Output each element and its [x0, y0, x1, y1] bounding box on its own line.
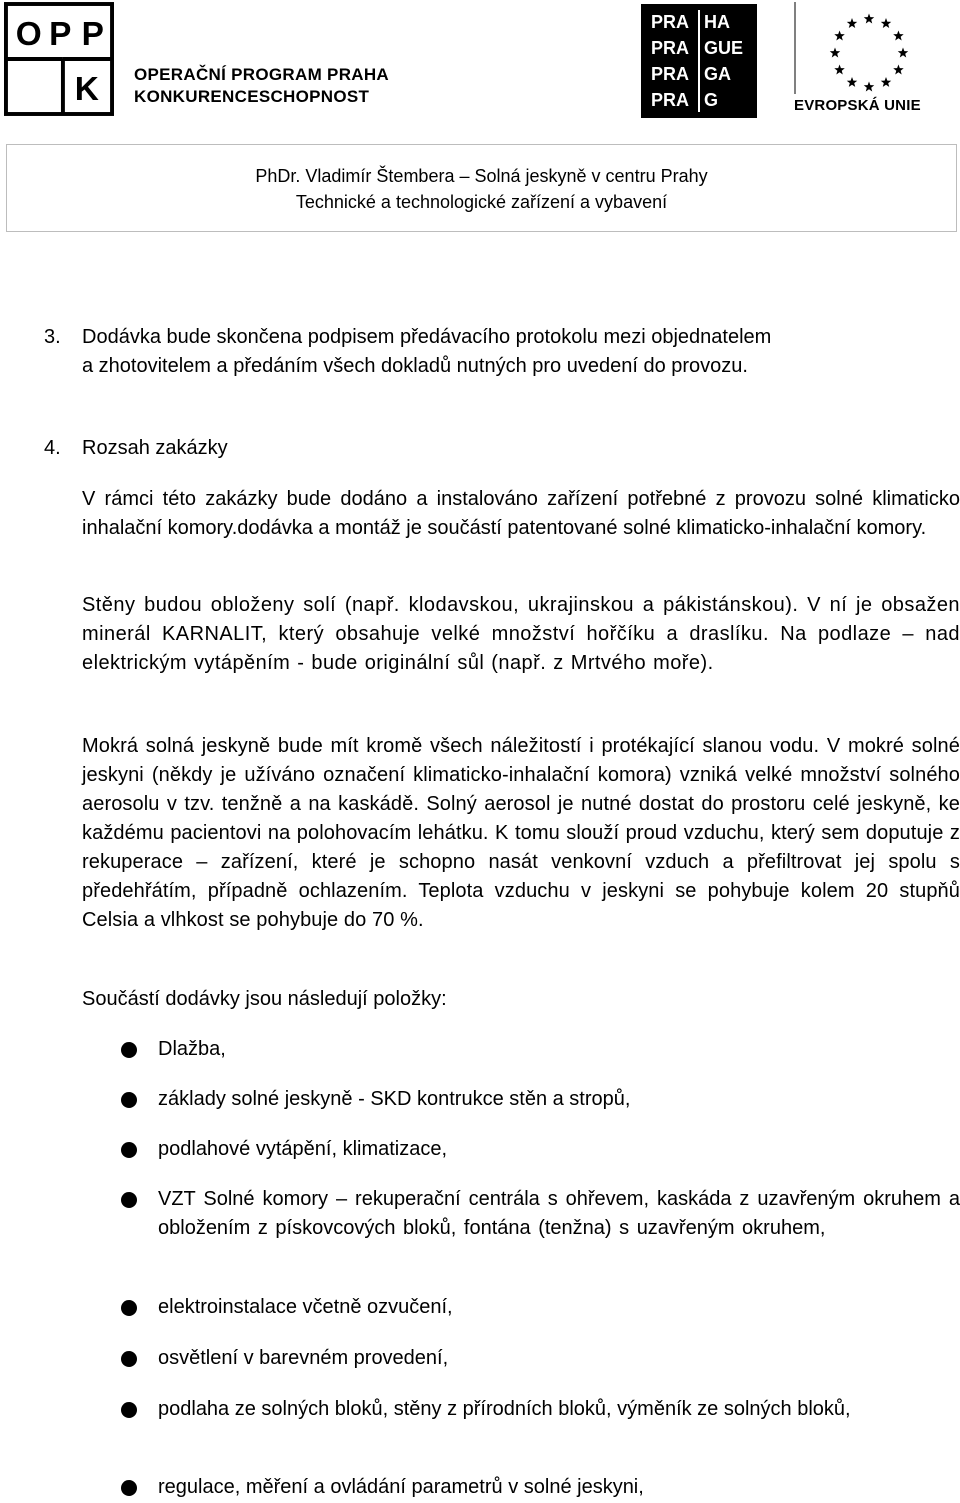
list-bullet-icon — [121, 1480, 137, 1496]
eu-star-icon — [864, 14, 874, 24]
eu-star-icon — [898, 48, 908, 58]
praha-logo — [641, 4, 757, 118]
item-3-number: 3. — [44, 326, 61, 348]
list-bullet-icon — [121, 1042, 137, 1058]
opp-logo — [4, 2, 424, 120]
eu-stars-icon — [824, 8, 914, 98]
walls-paragraph: Stěny budou obloženy solí (např. klodavskou, ukrajinskou a pákistánskou). V ní je obsažen minerál KARNALIT, který obsahuje velké množství hořčíku a draslíku. Na podlaze – nad elektrickým vytápěním - bude originální sůl (např. z Mrtvého moře). — [82, 594, 960, 674]
opp-letter-k: K — [74, 71, 99, 109]
praha-logo-row2-right: GUE — [704, 38, 744, 58]
list-item: elektroinstalace včetně ozvučení, — [158, 1296, 453, 1318]
list-item: osvětlení v barevném provedení, — [158, 1347, 449, 1369]
list-bullet-icon — [121, 1300, 137, 1316]
eu-logo — [794, 2, 960, 120]
eu-star-icon — [893, 31, 903, 41]
item-3-line2: a zhotovitelem a předáním všech dokladů nutných pro uvedení do provozu. — [82, 355, 748, 377]
item-4-number: 4. — [44, 437, 61, 459]
praha-logo-row2-left: PRA — [651, 38, 690, 58]
opp-logo-mark — [4, 2, 114, 116]
eu-star-icon — [834, 31, 844, 41]
opp-program-line1: OPERAČNÍ PROGRAM PRAHA — [134, 65, 390, 84]
document-header-box — [6, 144, 957, 232]
list-bullet-icon — [121, 1402, 137, 1418]
list-bullet-icon — [121, 1192, 137, 1208]
item-3-line1: Dodávka bude skončena podpisem předávacího protokolu mezi objednatelem — [82, 326, 772, 348]
list-item: Dlažba, — [158, 1038, 226, 1060]
praha-logo-row3-right: GA — [704, 64, 731, 84]
item-4-heading: Rozsah zakázky — [82, 437, 228, 459]
list-item: podlaha ze solných bloků, stěny z přírodních bloků, výměník ze solných bloků, — [158, 1398, 851, 1420]
praha-logo-row4-right: G — [704, 90, 719, 110]
eu-star-icon — [893, 65, 903, 75]
list-item: regulace, měření a ovládání parametrů v solné jeskyni, — [158, 1476, 644, 1498]
document-subtitle: Technické a technologické zařízení a vybavení — [295, 192, 668, 212]
opp-program-line2: KONKURENCESCHOPNOST — [134, 87, 370, 106]
list-item: VZT Solné komory – rekuperační centrála s ohřevem, kaskáda z uzavřeným okruhem a obložením z pískovcových bloků, fontána (tenžna) s uzavřeným okruhem, — [158, 1188, 960, 1239]
opp-letter-p1: P — [49, 16, 72, 54]
eu-star-icon — [864, 82, 874, 92]
eu-star-icon — [847, 18, 857, 28]
eu-star-icon — [830, 48, 840, 58]
opp-letter-o: O — [15, 16, 42, 54]
praha-logo-row1-left: PRA — [651, 12, 690, 32]
list-intro: Součástí dodávky jsou následují položky: — [82, 988, 447, 1010]
list-item: základy solné jeskyně - SKD kontrukce stěn a stropů, — [158, 1088, 631, 1110]
praha-logo-row3-left: PRA — [651, 64, 690, 84]
scope-paragraph: V rámci této zakázky bude dodáno a instalováno zařízení potřebné z provozu solné klimaticko inhalační komory.dodávka a montáž je součástí patentované solné klimaticko-inhalační komory. — [82, 488, 960, 539]
wet-cave-paragraph: Mokrá solná jeskyně bude mít kromě všech náležitostí i protékající slanou vodu. V mokré solné jeskyni (někdy je užíváno označení klimaticko-inhalační komora) vzniká velké množství solného aerosolu v tzv. tenžně a na kaskádě. Solný aerosol je nutné dostat do prostoru celé jeskyně, ke každému pacientovi na polohovacím lehátku. K tomu slouží proud vzduchu, který sem doputuje z rekuperace – zařízení, které je schopno nasát venkovní vzduch a přefiltrovat jej spolu s předehřátím, případně ochlazením. Teplota vzduchu v jeskyni se pohybuje kolem 20 stupňů Celsia a vlhkost se pohybuje do 70 %. — [82, 735, 960, 931]
opp-letter-p2: P — [81, 16, 104, 54]
praha-logo-row4-left: PRA — [651, 90, 690, 110]
eu-label: EVROPSKÁ UNIE — [794, 97, 921, 114]
eu-star-icon — [847, 77, 857, 87]
opp-program-name — [134, 64, 389, 108]
eu-star-icon — [881, 18, 891, 28]
eu-star-icon — [834, 65, 844, 75]
document-author-title: PhDr. Vladimír Štembera – Solná jeskyně v centru Prahy — [255, 166, 708, 186]
list-item: podlahové vytápění, klimatizace, — [158, 1138, 448, 1160]
eu-divider — [794, 2, 798, 94]
eu-star-icon — [881, 77, 891, 87]
praha-logo-row1-right: HA — [704, 12, 730, 32]
list-bullet-icon — [121, 1142, 137, 1158]
list-bullet-icon — [121, 1351, 137, 1367]
list-bullet-icon — [121, 1092, 137, 1108]
